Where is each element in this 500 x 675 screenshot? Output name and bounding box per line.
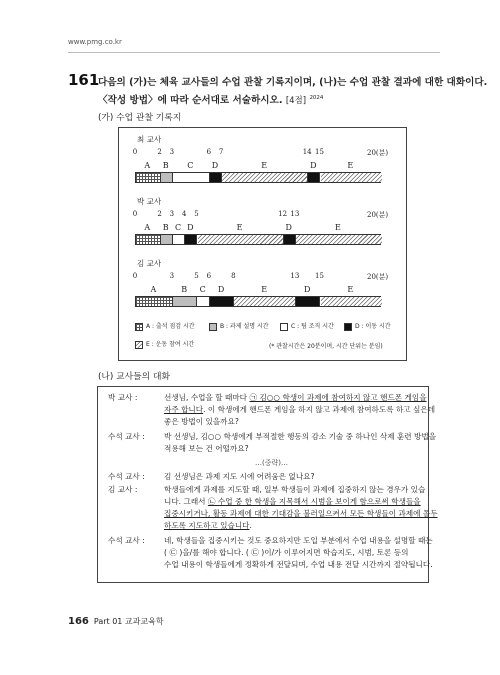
dialogue-line-9: 집중시키거나, 활동 과제에 대한 기대감을 불러일으켜서 모든 학생들이 과제에 몰두 [164,509,438,518]
segment-e [234,297,296,306]
site-url: www.pmg.co.kr [68,38,122,46]
segment-label: A [144,161,151,170]
tick-label: 2 [157,210,162,218]
segment-e [321,173,383,182]
tick-label: 2 [157,148,162,156]
dialogue-line-7: 김 교사 : 학생들에게 과제를 지도할 때, 일부 학생들이 과제에 집중하지 않는 경우가 있습 [108,485,426,494]
page-number: 166 [68,616,89,627]
legend-note: (* 관찰시간은 20분이며, 시간 단위는 분임) [269,343,383,350]
legend-e: E : 운동 참여 시간 [135,339,194,349]
segment-a [136,297,173,306]
team-pattern-icon [280,323,288,331]
tick-label: 4 [181,210,187,218]
tick-label: 0 [132,272,138,280]
segment-label: E [347,161,354,170]
segment-label: D [303,285,311,294]
exercise-pattern-icon [135,341,143,349]
segment-e [321,297,383,306]
dialogue-line-4: 수석 교사 : 박 선생님, 김○○ 학생에게 부적절한 행동의 감소 기술 중 하나인 삭제 훈련 방법을 [108,432,437,441]
segment-label: E [261,161,268,170]
timeline-bar [135,234,381,245]
teacher-name: 김 교사 [137,259,162,268]
legend-d: D : 이동 시간 [344,321,391,331]
segment-e [222,173,308,182]
segment-a [136,173,161,182]
segment-b [161,173,173,182]
teacher-name: 박 교사 [137,197,162,206]
tick-label: 0 [132,148,138,156]
dialogue-line-1: 박 교사 : 선생님, 수업을 할 때마다 ㉠ 김○○ 학생이 과제에 참여하지 않고 핸드폰 게임을 [108,393,427,402]
question-instruction: 〈작성 방법〉에 따라 순서대로 서술하시오. [98,95,283,106]
tick-label: 3 [169,272,175,280]
tick-label-end: 20(분) [367,273,389,281]
segment-label: D [285,223,292,232]
tick-label: 3 [169,148,175,156]
dialogue-line-10: 하도록 지도하고 있습니다. [164,521,252,530]
segment-label: C [174,223,182,232]
question-line-1: 다음의 (가)는 체육 교사들의 수업 관찰 기록지이며, (나)는 수업 관찰 결과에 대한 대화이다. [98,77,488,88]
omission-mark: …(중략)… [255,459,288,467]
question-number: 161 [68,71,100,89]
segment-label: C [187,161,194,170]
tick-label: 14 [302,148,312,156]
question-points: [4점] [285,96,307,106]
tick-label: 13 [290,272,300,280]
tick-label: 6 [206,148,212,156]
segment-label: E [335,223,341,232]
dialogue-line-2: 자주 합니다. 이 학생에게 핸드폰 게임을 하지 않고 과제에 참여하도록 하고 싶은데 [164,405,436,414]
dialogue-line-5: 적용해 보는 건 어떨까요? [164,444,249,453]
attendance-pattern-icon [135,323,143,331]
underline-b: ㉡ 수업 중 한 학생을 지목해서 시범을 보이게 함으로써 학생들을 [207,497,421,506]
page-footer [68,616,164,627]
segment-d [296,297,321,306]
tick-label: 15 [315,272,324,280]
tick-label-end: 20(분) [367,211,389,219]
segment-c [173,173,210,182]
segment-label: C [199,285,206,294]
moving-pattern-icon [344,323,352,331]
segment-d [185,235,197,244]
segment-label: D [211,161,219,170]
teacher-name: 최 교사 [137,135,162,144]
tick-label: 5 [194,272,199,280]
segment-label: D [310,161,317,170]
legend-c: C : 팀 조직 시간 [280,321,334,331]
segment-d [210,173,222,182]
segment-d [308,173,320,182]
tick-label: 5 [194,210,199,218]
header-rule [68,52,440,53]
tick-label: 8 [231,272,236,280]
segment-d [284,235,296,244]
legend-a: A : 출석 점검 시간 [135,321,195,331]
legend-b: B : 과제 설명 시간 [209,321,269,331]
dialogue-box [97,386,438,583]
section-a-title: (가) 수업 관찰 기록지 [98,113,182,123]
question-line-2 [98,92,323,106]
tick-label: 6 [206,272,212,280]
segment-label: D [187,223,194,232]
segment-label: B [162,223,169,232]
segment-d [210,297,235,306]
tick-label: 7 [218,148,224,156]
segment-c [173,235,185,244]
segment-label: B [181,285,188,294]
tick-label: 3 [169,210,175,218]
timeline-bar [135,296,381,307]
segment-label: E [347,285,354,294]
segment-label: B [162,161,169,170]
tick-label: 13 [290,210,300,218]
dialogue-line-13: 수업 내용이 학생들에게 정확하게 전달되며, 수업 내용 전달 시간까지 절약됩니다. [164,560,433,569]
segment-e [198,235,284,244]
segment-e [296,235,382,244]
dialogue-line-8: 니다. 그래서 ㉡ 수업 중 한 학생을 지목해서 시범을 보이게 함으로써 학생들을 [164,497,421,506]
tick-label: 12 [278,210,288,218]
segment-label: E [236,223,243,232]
observation-record-box [118,127,407,361]
tick-label: 15 [315,148,324,156]
segment-c [198,297,210,306]
question-year: 2024 [309,94,324,101]
segment-label: A [150,285,157,294]
segment-label: E [261,285,268,294]
segment-label: A [144,223,151,232]
segment-label: D [217,285,225,294]
part-title: Part 01 교과교육학 [93,617,164,626]
underline-a: ㉠ 김○○ 학생이 과제에 참여하지 않고 핸드폰 게임을 [249,393,427,402]
dialogue-line-12: ( ㉢ )을/를 해야 합니다. ( ㉢ )이/가 이루어지면 학습지도, 시범, 토론 등의 [164,548,409,557]
dialogue-line-11: 수석 교사 : 네, 학생들을 집중시키는 것도 중요하지만 도입 부분에서 수업 내용을 설명할 때는 [108,536,433,545]
section-b-title: (나) 교사들의 대화 [98,372,170,382]
dialogue-line-6: 수석 교사 : 김 선생님은 과제 지도 시에 어려움은 없나요? [108,472,315,481]
explanation-pattern-icon [209,323,217,331]
segment-b [161,235,173,244]
tick-label-end: 20(분) [367,149,389,157]
segment-b [173,297,198,306]
segment-a [136,235,161,244]
dialogue-line-3: 좋은 방법이 있을까요? [164,417,239,426]
timeline-bar [135,172,381,183]
tick-label: 0 [132,210,138,218]
